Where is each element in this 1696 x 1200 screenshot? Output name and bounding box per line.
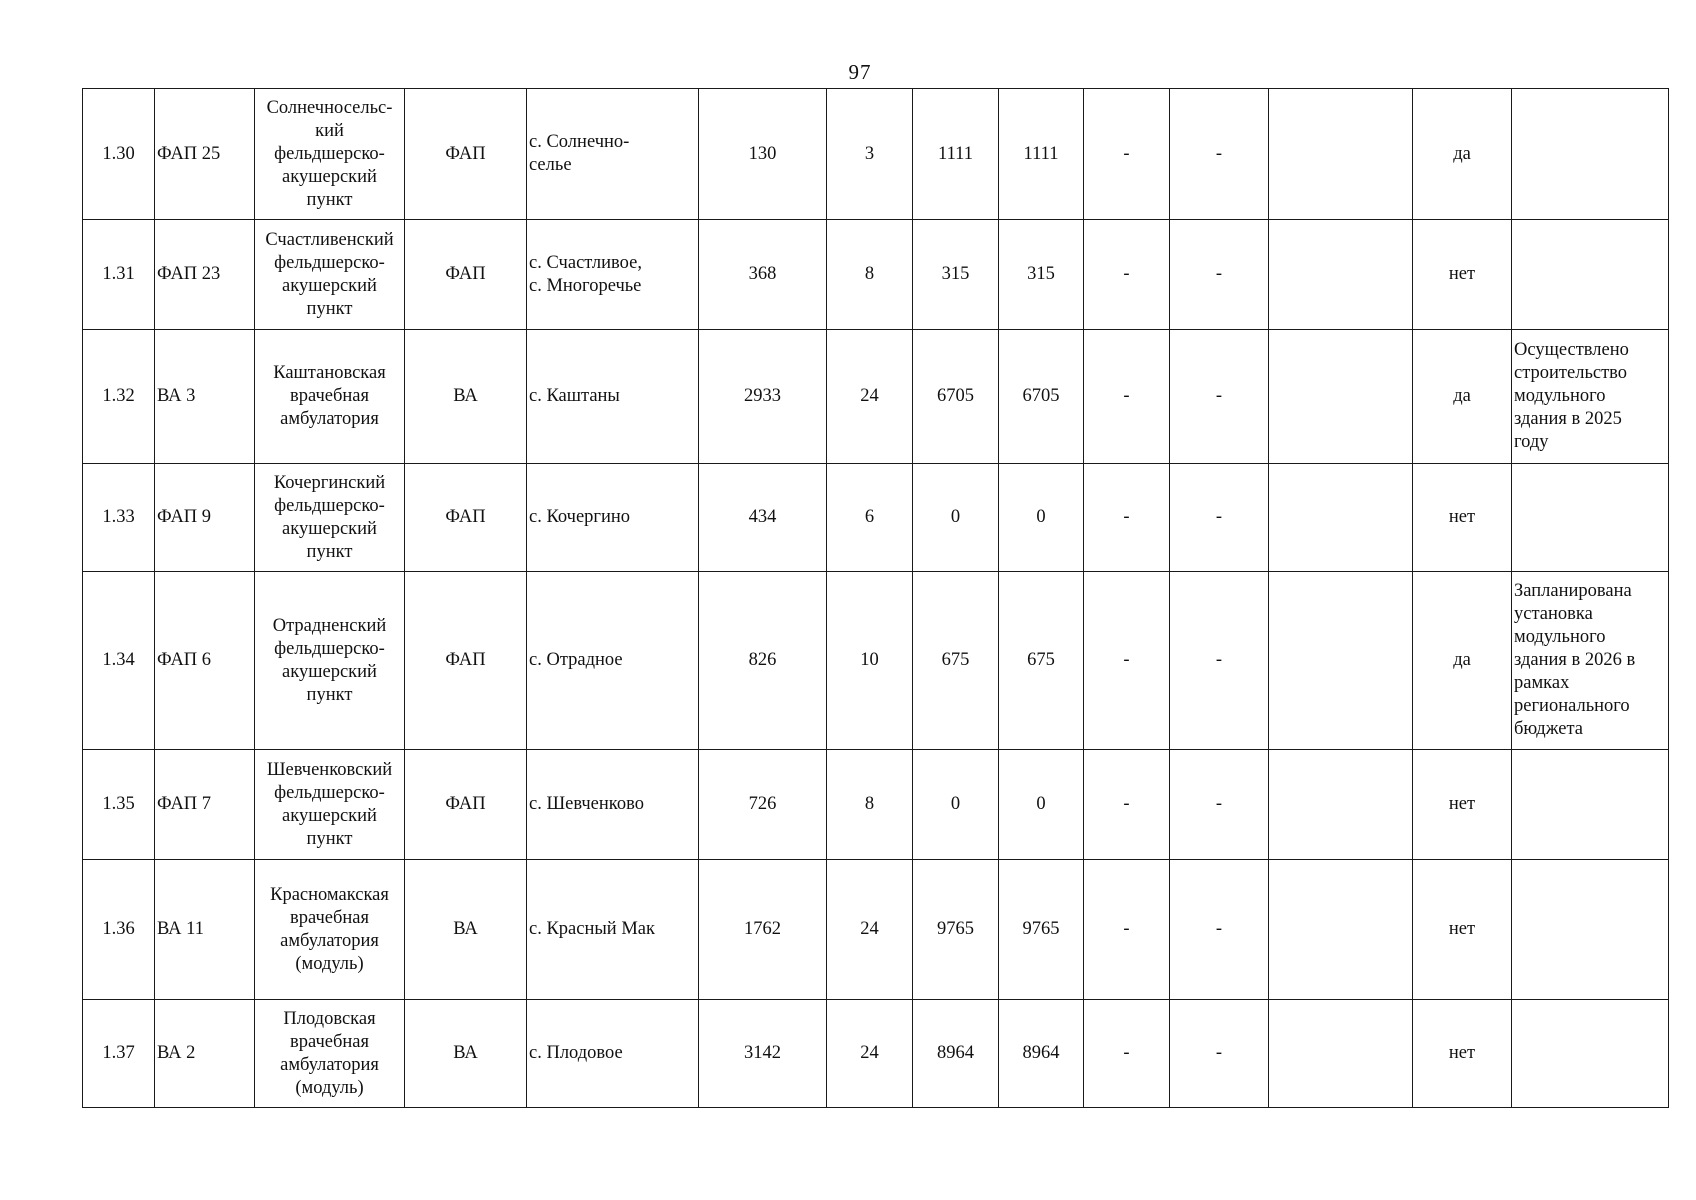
note-cell xyxy=(1512,220,1669,330)
table-row xyxy=(83,464,1669,572)
note-cell xyxy=(1512,750,1669,860)
value-cell-1: 2933 xyxy=(699,330,827,464)
value-cell-7 xyxy=(1269,572,1413,750)
value-cell-5: - xyxy=(1084,464,1170,572)
facility-name-cell: Красномакская врачебная амбулатория (модуль) xyxy=(255,860,405,1000)
facility-code-cell: ВА 2 xyxy=(155,1000,255,1108)
value-cell-6: - xyxy=(1170,750,1269,860)
value-cell-5: - xyxy=(1084,860,1170,1000)
facility-code-cell: ВА 11 xyxy=(155,860,255,1000)
value-cell-1: 1762 xyxy=(699,860,827,1000)
table-row xyxy=(83,220,1669,330)
facility-code-cell: ФАП 7 xyxy=(155,750,255,860)
value-cell-5: - xyxy=(1084,220,1170,330)
value-cell-7 xyxy=(1269,464,1413,572)
value-cell-2: 8 xyxy=(827,220,913,330)
location-cell: с. Шевченково xyxy=(527,750,699,860)
value-cell-6: - xyxy=(1170,860,1269,1000)
facility-code-cell: ФАП 6 xyxy=(155,572,255,750)
facility-type-cell: ФАП xyxy=(405,464,527,572)
row-number-cell: 1.35 xyxy=(83,750,155,860)
value-cell-1: 368 xyxy=(699,220,827,330)
value-cell-2: 24 xyxy=(827,860,913,1000)
value-cell-3: 0 xyxy=(913,750,999,860)
flag-cell: нет xyxy=(1413,220,1512,330)
table-row xyxy=(83,860,1669,1000)
value-cell-7 xyxy=(1269,1000,1413,1108)
value-cell-6: - xyxy=(1170,89,1269,220)
row-number-cell: 1.30 xyxy=(83,89,155,220)
value-cell-5: - xyxy=(1084,750,1170,860)
note-cell: Осуществлено строительство модульного здания в 2025 году xyxy=(1512,330,1669,464)
note-cell xyxy=(1512,860,1669,1000)
table-row xyxy=(83,572,1669,750)
flag-cell: нет xyxy=(1413,1000,1512,1108)
facility-name-cell: Кочергинский фельдшерско- акушерский пункт xyxy=(255,464,405,572)
value-cell-1: 130 xyxy=(699,89,827,220)
facility-type-cell: ВА xyxy=(405,330,527,464)
value-cell-3: 1111 xyxy=(913,89,999,220)
location-cell: с. Солнечно- селье xyxy=(527,89,699,220)
value-cell-6: - xyxy=(1170,572,1269,750)
value-cell-2: 24 xyxy=(827,1000,913,1108)
row-number-cell: 1.33 xyxy=(83,464,155,572)
value-cell-2: 10 xyxy=(827,572,913,750)
facility-type-cell: ФАП xyxy=(405,89,527,220)
value-cell-2: 3 xyxy=(827,89,913,220)
facility-code-cell: ФАП 25 xyxy=(155,89,255,220)
row-number-cell: 1.32 xyxy=(83,330,155,464)
value-cell-3: 0 xyxy=(913,464,999,572)
value-cell-3: 6705 xyxy=(913,330,999,464)
value-cell-7 xyxy=(1269,89,1413,220)
value-cell-1: 826 xyxy=(699,572,827,750)
value-cell-6: - xyxy=(1170,1000,1269,1108)
flag-cell: нет xyxy=(1413,464,1512,572)
value-cell-3: 675 xyxy=(913,572,999,750)
value-cell-5: - xyxy=(1084,89,1170,220)
value-cell-6: - xyxy=(1170,464,1269,572)
location-cell: с. Каштаны xyxy=(527,330,699,464)
note-cell xyxy=(1512,464,1669,572)
value-cell-4: 1111 xyxy=(999,89,1084,220)
table-row xyxy=(83,1000,1669,1108)
value-cell-1: 3142 xyxy=(699,1000,827,1108)
flag-cell: нет xyxy=(1413,860,1512,1000)
facility-type-cell: ФАП xyxy=(405,220,527,330)
flag-cell: да xyxy=(1413,572,1512,750)
value-cell-3: 8964 xyxy=(913,1000,999,1108)
note-cell: Запланирована установка модульного здания в 2026 в рамках регионального бюджета xyxy=(1512,572,1669,750)
facility-code-cell: ФАП 23 xyxy=(155,220,255,330)
flag-cell: да xyxy=(1413,330,1512,464)
facility-name-cell: Счастливенский фельдшерско- акушерский пункт xyxy=(255,220,405,330)
facility-name-cell: Каштановская врачебная амбулатория xyxy=(255,330,405,464)
flag-cell: нет xyxy=(1413,750,1512,860)
value-cell-2: 24 xyxy=(827,330,913,464)
location-cell: с. Плодовое xyxy=(527,1000,699,1108)
location-cell: с. Кочергино xyxy=(527,464,699,572)
value-cell-6: - xyxy=(1170,220,1269,330)
value-cell-4: 0 xyxy=(999,464,1084,572)
value-cell-5: - xyxy=(1084,1000,1170,1108)
value-cell-4: 675 xyxy=(999,572,1084,750)
value-cell-4: 315 xyxy=(999,220,1084,330)
facility-type-cell: ФАП xyxy=(405,750,527,860)
table-row xyxy=(83,750,1669,860)
value-cell-3: 315 xyxy=(913,220,999,330)
facilities-table xyxy=(82,88,1669,1108)
value-cell-7 xyxy=(1269,220,1413,330)
facility-name-cell: Солнечносельс- кий фельдшерско- акушерский пункт xyxy=(255,89,405,220)
facility-type-cell: ФАП xyxy=(405,572,527,750)
value-cell-2: 6 xyxy=(827,464,913,572)
facility-type-cell: ВА xyxy=(405,860,527,1000)
value-cell-3: 9765 xyxy=(913,860,999,1000)
value-cell-7 xyxy=(1269,750,1413,860)
row-number-cell: 1.36 xyxy=(83,860,155,1000)
value-cell-4: 8964 xyxy=(999,1000,1084,1108)
value-cell-7 xyxy=(1269,330,1413,464)
table-body xyxy=(83,89,1669,1108)
value-cell-4: 9765 xyxy=(999,860,1084,1000)
value-cell-4: 6705 xyxy=(999,330,1084,464)
page-number: 97 xyxy=(848,60,872,84)
row-number-cell: 1.37 xyxy=(83,1000,155,1108)
facility-code-cell: ФАП 9 xyxy=(155,464,255,572)
value-cell-4: 0 xyxy=(999,750,1084,860)
value-cell-5: - xyxy=(1084,572,1170,750)
row-number-cell: 1.31 xyxy=(83,220,155,330)
location-cell: с. Отрадное xyxy=(527,572,699,750)
note-cell xyxy=(1512,89,1669,220)
value-cell-6: - xyxy=(1170,330,1269,464)
table-row xyxy=(83,89,1669,220)
facility-name-cell: Плодовская врачебная амбулатория (модуль) xyxy=(255,1000,405,1108)
value-cell-1: 434 xyxy=(699,464,827,572)
flag-cell: да xyxy=(1413,89,1512,220)
value-cell-5: - xyxy=(1084,330,1170,464)
facility-name-cell: Отрадненский фельдшерско- акушерский пункт xyxy=(255,572,405,750)
facility-type-cell: ВА xyxy=(405,1000,527,1108)
note-cell xyxy=(1512,1000,1669,1108)
location-cell: с. Счастливое, с. Многоречье xyxy=(527,220,699,330)
facility-name-cell: Шевченковский фельдшерско- акушерский пункт xyxy=(255,750,405,860)
value-cell-1: 726 xyxy=(699,750,827,860)
value-cell-7 xyxy=(1269,860,1413,1000)
location-cell: с. Красный Мак xyxy=(527,860,699,1000)
table-row xyxy=(83,330,1669,464)
facility-code-cell: ВА 3 xyxy=(155,330,255,464)
row-number-cell: 1.34 xyxy=(83,572,155,750)
value-cell-2: 8 xyxy=(827,750,913,860)
